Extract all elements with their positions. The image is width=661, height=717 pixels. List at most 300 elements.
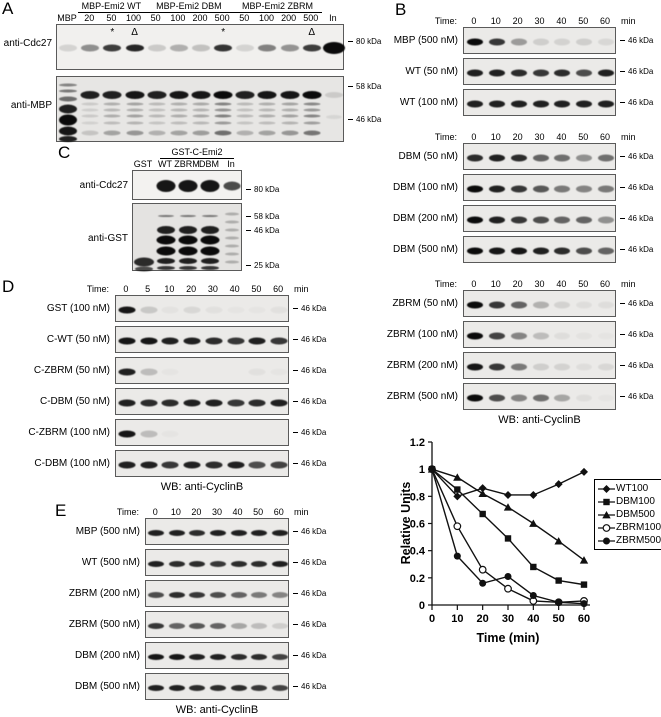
kda-text: 46 kDa: [301, 459, 327, 468]
time-header-label: Time:: [116, 507, 139, 517]
blot-box: [145, 549, 289, 576]
kda-text: 46 kDa: [254, 226, 280, 235]
protein-band: [576, 247, 592, 254]
protein-band: [576, 100, 592, 107]
kda-marker: [620, 67, 653, 76]
protein-band: [148, 623, 164, 629]
protein-band: [126, 115, 143, 118]
protein-band: [281, 103, 298, 106]
kda-tick: [620, 249, 625, 250]
protein-band: [169, 530, 185, 536]
protein-band: [170, 131, 187, 136]
protein-band: [303, 115, 320, 118]
cyclinb-degradation-chart: [392, 430, 661, 670]
blot-box-anti-gst: [132, 203, 242, 271]
time-value: 60: [273, 507, 284, 517]
protein-band: [576, 394, 592, 401]
protein-band: [157, 258, 175, 264]
protein-band: [251, 592, 267, 598]
blot-row: [383, 58, 661, 85]
protein-band: [148, 122, 165, 125]
blot-box-anti-mbp: [56, 76, 344, 142]
protein-band: [249, 337, 266, 344]
kda-tick: [348, 119, 353, 120]
protein-band: [210, 561, 226, 567]
kda-marker: [293, 366, 326, 375]
row-label: DBM (200 nM): [392, 213, 458, 224]
lane-label: 50: [239, 13, 250, 23]
y-tick-label: 1.2: [409, 437, 425, 449]
protein-band: [554, 154, 570, 161]
protein-band: [598, 216, 614, 223]
protein-band: [82, 109, 99, 112]
kda-tick: [246, 216, 251, 217]
kda-tick: [293, 401, 298, 402]
protein-band: [140, 461, 157, 468]
protein-band: [302, 91, 321, 99]
time-value: 20: [512, 132, 523, 142]
lane-label: 200: [281, 13, 297, 23]
blot-box-anti-cdc27: [132, 170, 242, 200]
row-label: ZBRM (100 nM): [386, 329, 458, 340]
kda-marker: [293, 459, 326, 468]
kda-marker: [348, 115, 381, 124]
protein-band: [104, 103, 121, 106]
time-value: 20: [512, 16, 523, 26]
blot-box: [145, 518, 289, 545]
kda-text: 46 kDa: [628, 361, 654, 370]
blot-row: [383, 383, 661, 410]
blot-row: [53, 611, 373, 638]
kda-marker: [293, 558, 326, 567]
protein-band: [467, 332, 483, 339]
protein-band: [184, 461, 201, 468]
y-tick-label: 0.8: [409, 491, 425, 504]
y-tick-label: 0: [418, 600, 425, 612]
time-header-label: Time:: [434, 279, 457, 289]
kda-tick: [246, 230, 251, 231]
protein-band: [598, 332, 614, 339]
blot-box: [463, 89, 616, 116]
blot-row: [383, 321, 661, 348]
protein-band: [511, 332, 527, 339]
protein-band: [189, 592, 205, 598]
protein-band: [81, 91, 100, 99]
protein-band: [489, 363, 505, 370]
x-tick-label: 60: [577, 613, 591, 625]
time-value: 40: [232, 507, 243, 517]
marker-open-circle: [603, 524, 610, 531]
lane-label: 200: [192, 13, 208, 23]
antibody-label-anti-cdc27: anti-Cdc27: [3, 38, 52, 49]
blot-row: [383, 143, 661, 170]
protein-band: [82, 131, 99, 136]
protein-band: [179, 258, 197, 264]
row-label: DBM (500 nM): [392, 244, 458, 255]
protein-band: [533, 69, 549, 76]
protein-band: [467, 247, 483, 254]
protein-band: [201, 236, 220, 245]
protein-band: [140, 337, 157, 344]
protein-band: [225, 213, 239, 216]
blot-box: [463, 290, 616, 317]
kda-tick: [293, 308, 298, 309]
protein-band: [225, 229, 239, 232]
blot-box: [463, 205, 616, 232]
protein-band: [189, 685, 205, 691]
marker-filled-diamond: [603, 485, 611, 493]
protein-band: [272, 530, 288, 536]
antibody-label-anti-gst: anti-GST: [87, 233, 128, 244]
kda-marker: [246, 226, 279, 235]
kda-tick: [620, 365, 625, 366]
protein-band: [281, 122, 298, 125]
protein-band: [59, 127, 77, 136]
blot-row: [0, 419, 340, 446]
kda-marker: [246, 261, 279, 270]
kda-text: 46 kDa: [628, 299, 654, 308]
protein-band: [554, 363, 570, 370]
row-label: MBP (500 nM): [75, 526, 140, 537]
kda-marker: [620, 214, 653, 223]
protein-band: [227, 337, 244, 344]
protein-band: [148, 45, 166, 52]
protein-band: [224, 182, 241, 191]
protein-band: [271, 337, 288, 344]
protein-band: [598, 301, 614, 308]
protein-band: [59, 45, 77, 52]
protein-band: [511, 69, 527, 76]
row-label: WT (100 nM): [399, 97, 458, 108]
protein-band: [125, 91, 144, 99]
time-value: 10: [490, 279, 501, 289]
kda-marker: [620, 152, 653, 161]
row-label: ZBRM (500 nM): [386, 391, 458, 402]
blot-box: [463, 174, 616, 201]
panel-e-caption: WB: anti-CyclinB: [175, 704, 259, 716]
lane-label: In: [227, 159, 235, 169]
row-label: ZBRM (200 nM): [386, 360, 458, 371]
protein-band: [467, 69, 483, 76]
time-value: 30: [534, 16, 545, 26]
time-header: [383, 130, 661, 142]
time-value: 40: [556, 279, 567, 289]
time-value: 60: [600, 16, 611, 26]
kda-text: 80 kDa: [356, 37, 382, 46]
blot-row: [53, 642, 373, 669]
marker-filled-circle: [429, 466, 436, 473]
blot-box: [463, 27, 616, 54]
protein-band: [554, 332, 570, 339]
y-tick-label: 1: [418, 464, 425, 477]
protein-band: [281, 45, 299, 52]
marker-filled-circle: [603, 537, 610, 544]
blot-box-anti-cdc27: [56, 24, 344, 70]
protein-band: [210, 654, 226, 660]
time-strip: [463, 278, 616, 289]
protein-band: [210, 530, 226, 536]
blot-row: [53, 518, 373, 545]
protein-band: [59, 84, 77, 87]
protein-band: [554, 38, 570, 45]
protein-band: [533, 301, 549, 308]
kda-marker: [246, 212, 279, 221]
legend-series-label: ZBRM500: [616, 535, 661, 546]
protein-band: [303, 122, 320, 125]
blot-box: [145, 642, 289, 669]
protein-band: [251, 654, 267, 660]
protein-band: [148, 592, 164, 598]
blot-box: [115, 419, 289, 446]
panel-b-rows: [383, 0, 661, 410]
row-label: DBM (50 nM): [398, 151, 458, 162]
marker-filled-square: [505, 535, 511, 541]
protein-band: [533, 154, 549, 161]
legend-marker: [598, 483, 615, 495]
band-annotation-symbol: *: [221, 27, 226, 38]
chart-legend: [594, 479, 661, 550]
protein-band: [169, 91, 188, 99]
protein-band: [214, 45, 232, 52]
time-value: 50: [578, 132, 589, 142]
protein-band: [576, 363, 592, 370]
protein-band: [511, 247, 527, 254]
protein-band: [103, 45, 121, 52]
protein-band: [489, 185, 505, 192]
protein-band: [598, 185, 614, 192]
protein-band: [148, 654, 164, 660]
protein-band: [271, 461, 288, 468]
lane-label: In: [329, 13, 337, 23]
protein-band: [202, 215, 218, 217]
time-unit-label: min: [621, 16, 636, 26]
protein-band: [193, 131, 210, 136]
band-annotation-symbol: *: [110, 27, 115, 38]
protein-band: [170, 115, 187, 118]
protein-band: [303, 45, 321, 52]
panel-b-caption: WB: anti-CyclinB: [498, 414, 581, 426]
protein-band: [162, 368, 179, 375]
protein-band: [205, 399, 222, 406]
protein-band: [281, 115, 298, 118]
marker-filled-diamond: [529, 491, 537, 499]
time-unit-label: min: [621, 132, 636, 142]
blot-box: [145, 611, 289, 638]
protein-band: [162, 461, 179, 468]
protein-band: [259, 103, 276, 106]
kda-text: 46 kDa: [628, 98, 654, 107]
protein-band: [162, 306, 179, 313]
kda-tick: [620, 303, 625, 304]
time-value: 60: [273, 284, 284, 294]
protein-band: [169, 623, 185, 629]
blot-row: [53, 673, 373, 700]
protein-band: [215, 115, 232, 118]
protein-band: [272, 592, 288, 598]
marker-filled-circle: [581, 600, 588, 607]
protein-band: [237, 122, 254, 125]
time-value: 30: [207, 284, 218, 294]
kda-text: 46 kDa: [628, 245, 654, 254]
protein-band: [576, 185, 592, 192]
panel-c: [0, 142, 340, 276]
protein-band: [118, 368, 135, 375]
protein-band: [192, 45, 210, 52]
protein-band: [303, 131, 320, 136]
protein-band: [576, 69, 592, 76]
protein-band: [118, 399, 135, 406]
protein-band: [157, 180, 176, 192]
protein-band: [237, 115, 254, 118]
protein-band: [533, 38, 549, 45]
kda-tick: [293, 531, 298, 532]
row-label: C-ZBRM (100 nM): [28, 427, 110, 438]
marker-filled-diamond: [504, 491, 512, 499]
protein-band: [140, 399, 157, 406]
kda-text: 46 kDa: [301, 366, 327, 375]
kda-text: 46 kDa: [356, 115, 382, 124]
marker-open-circle: [505, 585, 512, 592]
time-value: 0: [152, 507, 158, 517]
protein-band: [489, 247, 505, 254]
protein-band: [170, 45, 188, 52]
time-value: 40: [229, 284, 240, 294]
lane-label: MBP: [57, 13, 77, 23]
protein-band: [271, 368, 288, 375]
time-value: 50: [251, 284, 262, 294]
protein-band: [467, 100, 483, 107]
protein-band: [140, 430, 157, 437]
kda-tick: [620, 218, 625, 219]
protein-band: [215, 109, 232, 112]
protein-band: [598, 154, 614, 161]
protein-band: [281, 109, 298, 112]
blot-box: [145, 673, 289, 700]
legend-entry: [598, 482, 661, 495]
blot-row: [383, 27, 661, 54]
legend-series-label: WT100: [616, 483, 649, 494]
time-value: 10: [490, 16, 501, 26]
protein-band: [201, 258, 219, 264]
legend-entry: [598, 495, 661, 508]
antibody-label-anti-mbp: anti-MBP: [10, 100, 52, 111]
kda-marker: [246, 185, 279, 194]
legend-marker: [598, 535, 615, 547]
time-header: [0, 282, 340, 294]
kda-tick: [620, 187, 625, 188]
protein-band: [59, 115, 77, 126]
protein-band: [231, 592, 247, 598]
kda-text: 46 kDa: [301, 558, 327, 567]
time-value: 0: [471, 16, 477, 26]
kda-text: 46 kDa: [301, 620, 327, 629]
protein-band: [249, 368, 266, 375]
time-header: [53, 505, 373, 517]
band-annotation-symbol: Δ: [131, 27, 138, 38]
kda-text: 46 kDa: [301, 335, 327, 344]
blot-box: [145, 580, 289, 607]
protein-band: [170, 103, 187, 106]
kda-tick: [348, 86, 353, 87]
protein-band: [511, 363, 527, 370]
protein-band: [118, 306, 135, 313]
protein-band: [231, 530, 247, 536]
row-label: MBP (500 nM): [393, 35, 458, 46]
time-unit-label: min: [294, 284, 309, 294]
protein-band: [157, 226, 175, 234]
time-value: 10: [164, 284, 175, 294]
y-tick-label: 0.2: [409, 572, 425, 585]
kda-tick: [246, 189, 251, 190]
protein-band: [489, 301, 505, 308]
protein-band: [323, 42, 345, 54]
lane-label: DBM: [199, 159, 219, 169]
marker-filled-circle: [454, 553, 461, 560]
protein-band: [272, 623, 288, 629]
timecourse-block: [383, 277, 661, 410]
chart-x-axis-title: Time (min): [476, 631, 540, 645]
time-value: 0: [471, 279, 477, 289]
blot-box: [115, 295, 289, 322]
protein-band: [554, 301, 570, 308]
protein-band: [162, 399, 179, 406]
kda-marker: [293, 335, 326, 344]
row-label: C-DBM (50 nM): [39, 396, 110, 407]
protein-band: [576, 154, 592, 161]
kda-text: 46 kDa: [301, 527, 327, 536]
protein-band: [576, 332, 592, 339]
protein-band: [576, 301, 592, 308]
time-value: 0: [123, 284, 129, 294]
blot-row: [0, 450, 340, 477]
protein-band: [179, 226, 197, 234]
time-header: [383, 14, 661, 26]
protein-band: [467, 394, 483, 401]
protein-band: [193, 122, 210, 125]
chart-y-axis-title: Relative Units: [399, 481, 413, 565]
lane-label: 50: [150, 13, 161, 23]
protein-band: [511, 394, 527, 401]
protein-band: [148, 109, 165, 112]
row-label: GST (100 nM): [46, 303, 110, 314]
protein-band: [249, 399, 266, 406]
marker-filled-diamond: [580, 468, 588, 476]
legend-entry: [598, 521, 661, 534]
lane-label: 500: [214, 13, 230, 23]
time-header: [383, 277, 661, 289]
time-unit-label: min: [621, 279, 636, 289]
panel-c-group-header: GST-C-Emi2: [160, 147, 234, 159]
blot-row: [383, 89, 661, 116]
row-label: WT (500 nM): [81, 557, 140, 568]
kda-text: 46 kDa: [628, 330, 654, 339]
lane-label: 100: [258, 13, 274, 23]
time-value: 30: [534, 132, 545, 142]
kda-marker: [620, 36, 653, 45]
protein-band: [180, 215, 196, 217]
protein-band: [511, 38, 527, 45]
protein-band: [148, 131, 165, 136]
time-value: 30: [534, 279, 545, 289]
time-value: 40: [556, 16, 567, 26]
time-strip: [463, 131, 616, 142]
kda-text: 46 kDa: [628, 392, 654, 401]
time-value: 20: [191, 507, 202, 517]
lane-label: 100: [126, 13, 142, 23]
time-value: 10: [490, 132, 501, 142]
protein-band: [231, 561, 247, 567]
legend-marker: [598, 509, 615, 521]
